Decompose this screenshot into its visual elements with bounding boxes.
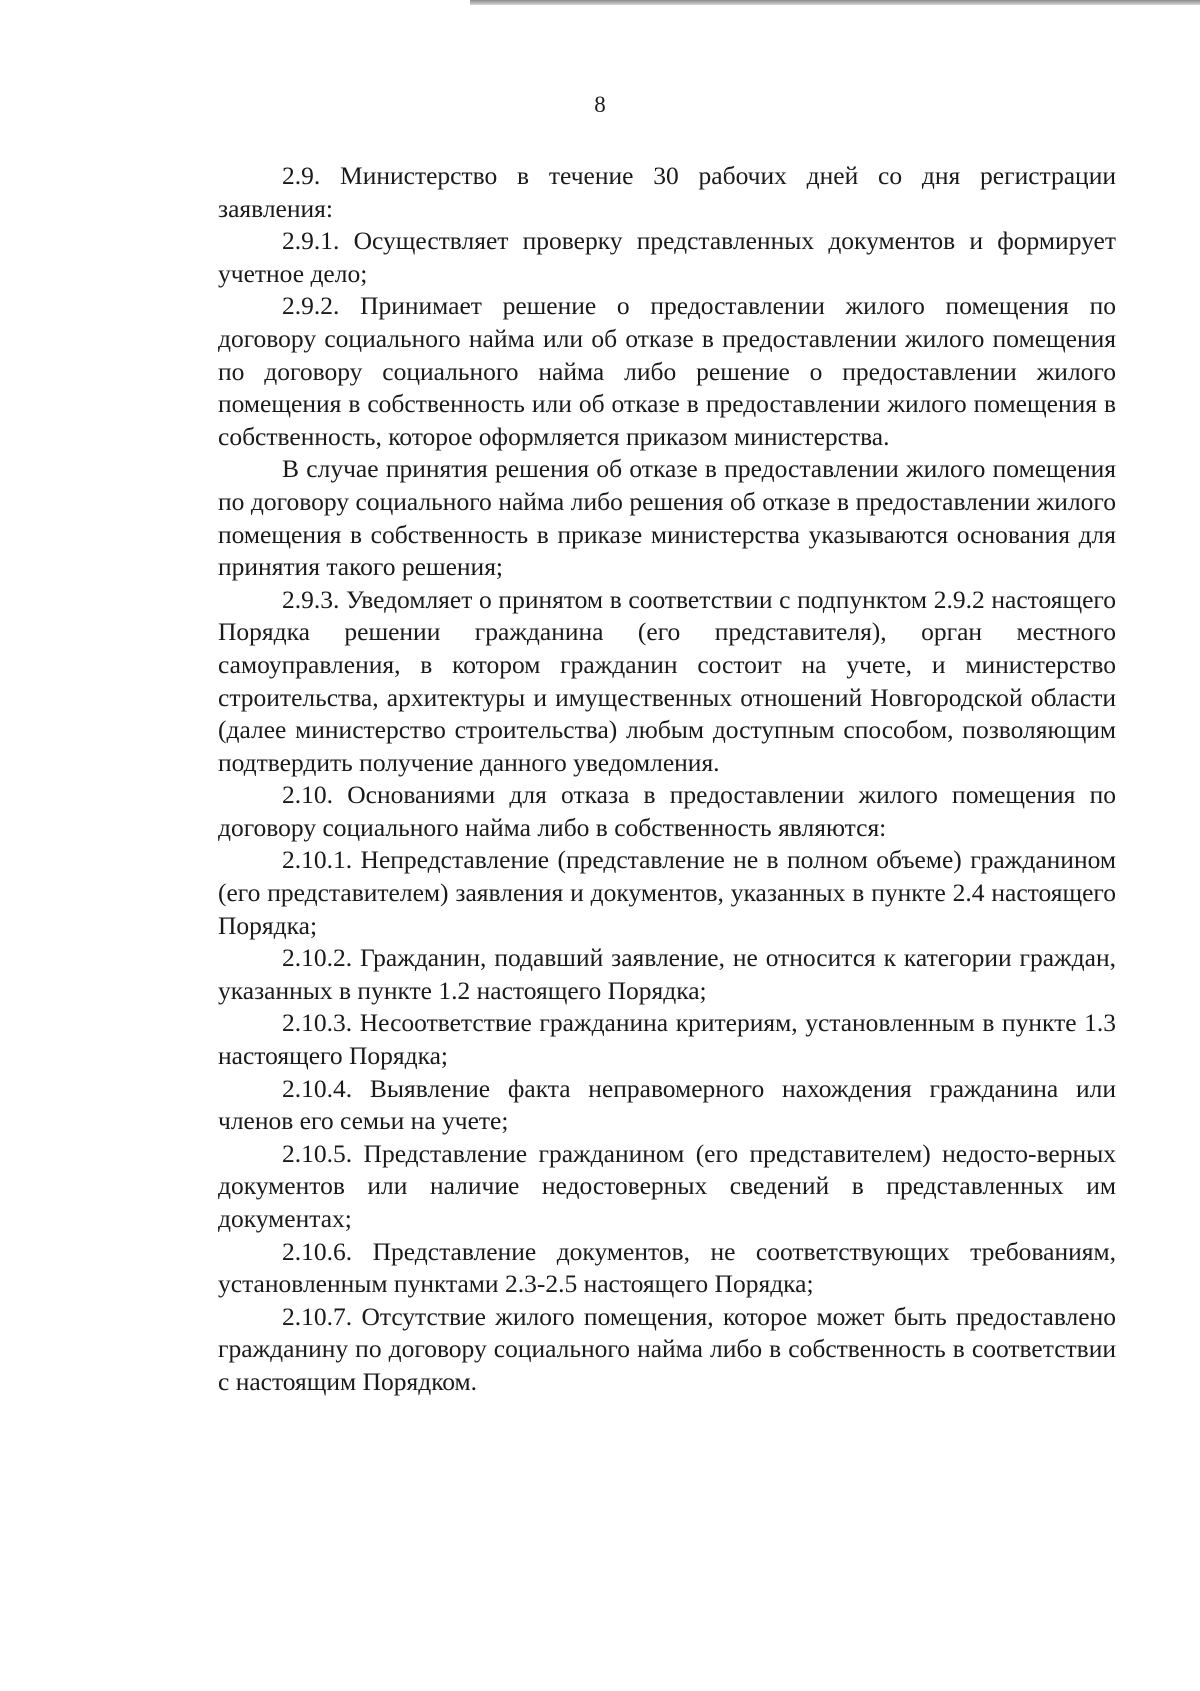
paragraph-2-10-3: 2.10.3. Несоответствие гражданина критериям, установленным в пункте 1.3 настоящего Порядка;	[218, 1008, 1116, 1071]
paragraph-2-9-1: 2.9.1. Осуществляет проверку представленных документов и формирует учетное дело;	[218, 226, 1116, 288]
paragraph-2-9-3: 2.9.3. Уведомляет о принятом в соответствии с подпунктом 2.9.2 настоящего Порядка решении гражданина (его представителя), орган местного самоуправления, в котором гражданин состоит на учете, и министерство строительства, архитектуры и имущественных отношений Новгородской области (далее министерство строительства) любым доступным способом, позволяющим подтвердить получение данного уведомления.	[218, 584, 1116, 777]
paragraph-refusal-case: В случае принятия решения об отказе в предоставлении жилого помещения по договору социального найма либо решения об отказе в предоставлении жилого помещения в собственность в приказе министерства указываются основания для принятия такого решения;	[218, 454, 1116, 582]
paragraph-2-10-1: 2.10.1. Непредставление (представление не в полном объеме) гражданином (его представителем) заявления и документов, указанных в пункте 2.4 настоящего Порядка;	[218, 845, 1116, 940]
paragraph-2-9: 2.9. Министерство в течение 30 рабочих дней со дня регистрации заявления:	[218, 161, 1116, 223]
paragraph-2-9-2: 2.9.2. Принимает решение о предоставлении жилого помещения по договору социального найма или об отказе в предоставлении жилого помещения по договору социального найма либо решение о предоставлении жилого помещения в собственность или об отказе в предоставлении жилого помещения в собственность, которое оформляется приказом министерства.	[218, 291, 1116, 451]
paragraph-2-10-4: 2.10.4. Выявление факта неправомерного нахождения гражданина или членов его семьи на учете;	[218, 1073, 1116, 1136]
paragraph-2-10-6: 2.10.6. Представление документов, не соответствующих требованиям, установленным пунктами 2.3-2.5 настоящего Порядка;	[218, 1236, 1116, 1299]
paragraph-2-10-2: 2.10.2. Гражданин, подавший заявление, не относится к категории граждан, указанных в пункте 1.2 настоящего Порядка;	[218, 943, 1116, 1005]
page-number: 8	[594, 92, 606, 117]
paragraph-2-10-7: 2.10.7. Отсутствие жилого помещения, которое может быть предоставлено гражданину по договору социального найма либо в собственность в соответствии с настоящим Порядком.	[218, 1301, 1116, 1396]
document-body	[218, 160, 1116, 1399]
paragraph-2-10: 2.10. Основаниями для отказа в предоставлении жилого помещения по договору социального найма либо в собственность являются:	[218, 780, 1116, 842]
paragraph-2-10-5: 2.10.5. Представление гражданином (его представителем) недосто-верных документов или наличие недостоверных сведений в представленных им документах;	[218, 1138, 1116, 1233]
scan-edge-line	[470, 0, 1200, 5]
